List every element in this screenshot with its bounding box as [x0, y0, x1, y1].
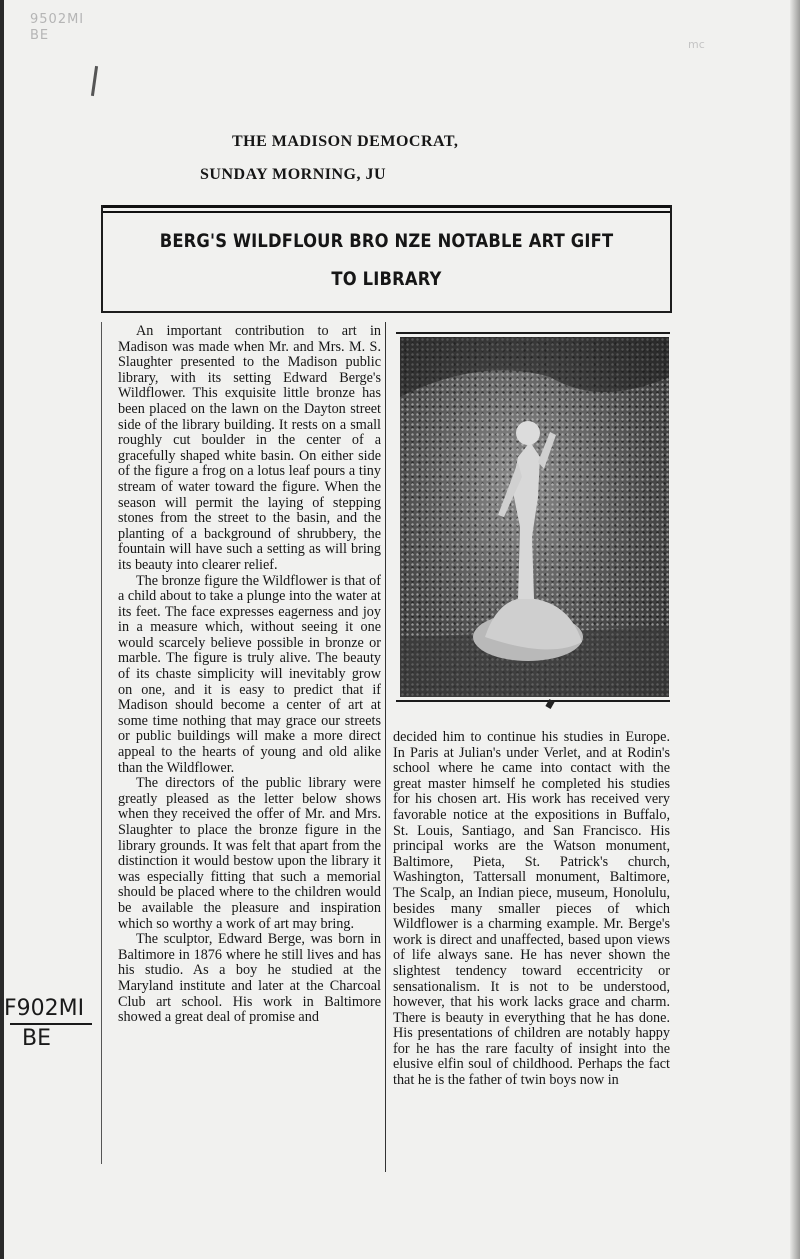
handwritten-catalog-code	[4, 995, 96, 1053]
column-divider	[385, 322, 386, 1172]
headline-box	[101, 205, 672, 313]
headline-top-rule	[103, 205, 670, 208]
article-right-column	[393, 730, 670, 1089]
page-edge-right	[790, 0, 800, 1259]
article-paragraph: The sculptor, Edward Berge, was born in Baltimore in 1876 where he still lives and has his studio. As a boy he studied at the Maryland institute and later at the Charcoal Club art school. His work in Baltimore showed a great deal of promise and	[118, 931, 381, 1026]
article-paragraph: An important contribution to art in Madison was made when Mr. and Mrs. M. S. Slaughter presented to the Madison public library, with its setting Edward Berge's Wildflower. This exquisite little bronze has been placed on the lawn on the Dayton street side of the library building. It rests on a small roughly cut boulder in the center of a gracefully shaped white basin. On either side of the figure a frog on a lotus leaf pours a tiny stream of water toward the figure. When the season will permit the laying of stepping stones from the street to the basin, and the planting of a background of shrubbery, the fountain will have such a setting as will bring its beauty into clearer relief.	[118, 323, 381, 573]
pencil-tick-mark	[91, 66, 98, 96]
issue-date-line: SUNDAY MORNING, JU	[200, 166, 387, 183]
headline-line-2: TO LIBRARY	[331, 268, 442, 290]
headline-second-rule	[103, 211, 670, 213]
catalog-code-suffix: BE	[22, 1026, 51, 1051]
catalog-code: F902MI	[4, 996, 85, 1021]
pencil-catalog-note: 9502MI BE	[30, 12, 85, 43]
pencil-corner-mark: mc	[688, 38, 705, 51]
article-paragraph: The bronze figure the Wildflower is that of a child about to take a plunge into the water at its feet. The face expresses eagerness and joy in a measure which, without seeing it one would scarcely believe possible in bronze or marble. The figure is truly alive. The beauty of its chaste simplicity will inevitably grow on one, and it is easy to predict that if Madison should become a center of art at some time nothing that may grace our streets or public buildings will make a more direct appeal to the hearts of young and old alike than the Wildflower.	[118, 572, 381, 776]
left-margin-rule	[101, 322, 102, 1164]
page-edge-left	[0, 0, 4, 1259]
headline-line-1: BERG'S WILDFLOUR BRO NZE NOTABLE ART GIFT	[159, 230, 614, 252]
article-paragraph: The directors of the public library were greatly pleased as the letter below shows when they received the offer of Mr. and Mrs. Slaughter to place the bronze figure in the library grounds. It was felt that apart from the distinction it would bestow upon the library it was especially fitting that such a memorial should be placed where to the children would be available the pleasure and inspiration which so worthy a work of art may bring.	[118, 775, 381, 932]
statue-silhouette	[400, 337, 669, 697]
article-left-column	[118, 324, 381, 1026]
article-paragraph: decided him to continue his studies in Europe. In Paris at Julian's under Verlet, and at Rodin's school where he came into contact with the great master himself he completed his studies for his chosen art. His work has received very favorable notice at the expositions in Buffalo, St. Louis, Santiago, and San Francisco. His principal works are the Watson monument, Baltimore, Pieta, St. Patrick's church, Washington, Tattersall monument, Baltimore, The Scalp, an Indian piece, museum, Honolulu, besides many smaller pieces of which Wildflower is a charming example. Mr. Berge's work is direct and unaffected, based upon views of life always sane. He has never shown the slightest tendency toward eccentricity or sensationalism. It is not to be understood, however, that his work lacks grace and charm. There is beauty in everything that he has done. His presentations of children are notably happy for he has the rare faculty of insight into the elusive elfin soul of childhood. Perhaps the fact that he is the father of twin boys now in	[393, 729, 670, 1089]
newspaper-name: THE MADISON DEMOCRAT,	[232, 133, 459, 150]
wildflower-statue-photo	[400, 337, 669, 697]
